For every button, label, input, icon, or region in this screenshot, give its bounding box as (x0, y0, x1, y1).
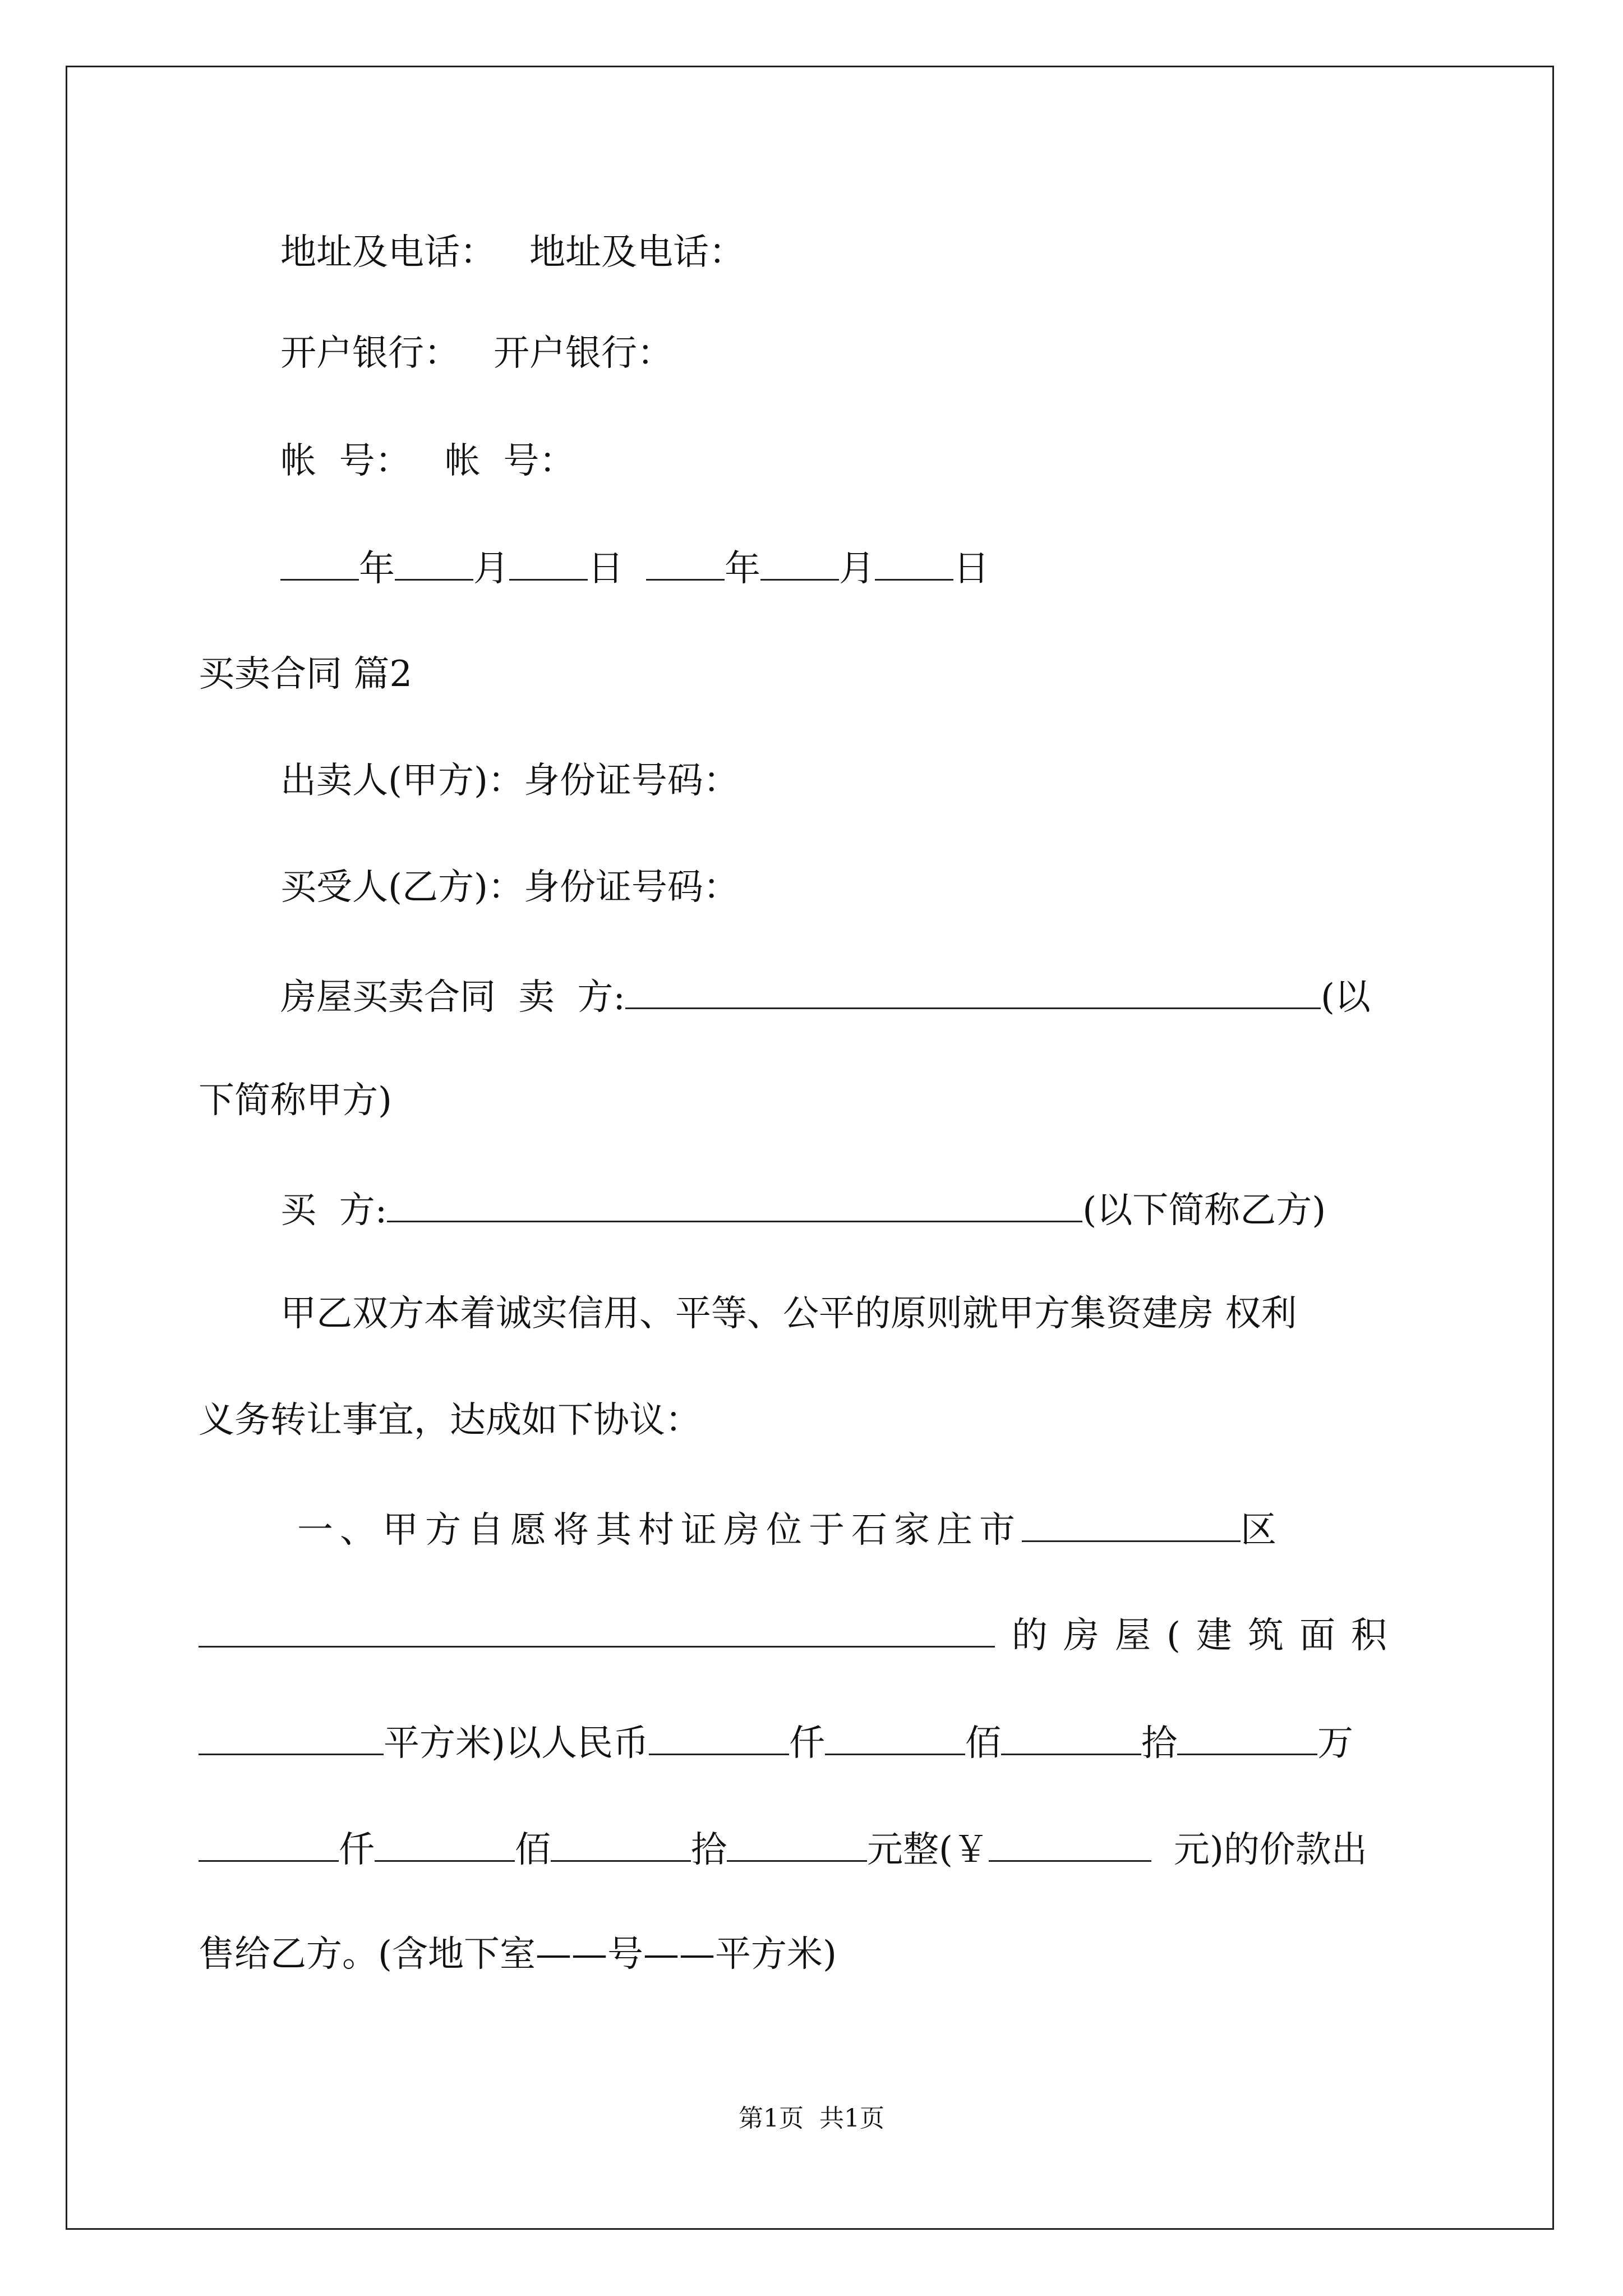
month-label: 月 (473, 548, 509, 590)
address-phone-line (280, 232, 745, 273)
day-blank (875, 549, 953, 581)
buyer-label: 买 方: (280, 1190, 388, 1231)
amount-blank (649, 1723, 789, 1755)
party-b-account-label: 帐 号： (444, 440, 575, 482)
paragraph-intro-line2: 义务转让事宜，达成如下协议： (199, 1400, 701, 1441)
section-heading: 买卖合同 篇2 (199, 654, 413, 695)
clause1-text: 一、甲方自愿将其村证房位于石家庄市 (297, 1510, 1022, 1551)
day-label: 日 (953, 548, 989, 590)
area-blank (199, 1723, 384, 1755)
unit-qian: 仟 (339, 1829, 375, 1871)
party-a-account-label: 帐 号： (280, 440, 411, 482)
area-text: 的房屋(建筑面积 (1012, 1615, 1403, 1657)
abbrev-open: (以 (1320, 977, 1371, 1018)
clause1-line2 (199, 1615, 1403, 1657)
district-label: 区 (1241, 1510, 1283, 1551)
unit-qian: 仟 (789, 1723, 825, 1764)
party-a-bank-label: 开户银行： (280, 333, 460, 374)
amount-blank (1001, 1723, 1141, 1755)
month-blank (395, 549, 473, 581)
yuan-zheng: 元整(￥ (867, 1829, 989, 1871)
party-b-address-label: 地址及电话： (529, 232, 745, 273)
amount-blank (825, 1723, 965, 1755)
buyer-line (280, 1190, 1326, 1231)
buyer-abbrev: (以下简称乙方) (1082, 1190, 1326, 1231)
house-seller-line (280, 977, 1371, 1018)
price-text: 元)的价款出 (1173, 1829, 1367, 1871)
account-line (280, 440, 575, 482)
unit-wan: 万 (1317, 1723, 1353, 1764)
seller-blank (625, 977, 1321, 1009)
page-border (66, 66, 1554, 2230)
address-blank (199, 1616, 995, 1648)
clause1-line3 (199, 1723, 1353, 1764)
yuan-blank (989, 1830, 1151, 1862)
paragraph-intro-line1: 甲乙双方本着诚实信用、平等、公平的原则就甲方集资建房 权利 (280, 1293, 1297, 1335)
unit-bai: 佰 (515, 1829, 551, 1871)
buyer-id-line: 买受人(乙方)：身份证号码： (280, 867, 739, 908)
clause1-line5: 售给乙方。(含地下室——号——平方米) (199, 1934, 837, 1975)
month-blank (760, 549, 839, 581)
unit-shi: 拾 (1141, 1723, 1177, 1764)
bank-line (280, 333, 673, 374)
seller-abbrev-line: 下简称甲方) (199, 1080, 392, 1121)
amount-blank (727, 1830, 867, 1862)
rmb-text: 平方米)以人民币 (384, 1723, 649, 1764)
party-b-bank-label: 开户银行： (494, 333, 673, 374)
month-label: 月 (839, 548, 875, 590)
year-blank (280, 549, 359, 581)
page-footer (0, 2098, 1623, 2134)
year-blank (646, 549, 725, 581)
amount-blank (199, 1830, 339, 1862)
unit-shi: 拾 (691, 1829, 727, 1871)
amount-blank (551, 1830, 691, 1862)
seller-label: 房屋买卖合同 卖 方: (280, 977, 625, 1018)
page-total: 共1页 (819, 2104, 884, 2133)
day-label: 日 (588, 548, 624, 590)
seller-id-line: 出卖人(甲方)：身份证号码： (280, 760, 739, 802)
date-line (280, 548, 989, 590)
buyer-blank (387, 1190, 1082, 1222)
page-number: 第1页 (739, 2104, 804, 2133)
district-blank (1022, 1510, 1241, 1542)
clause1-line4 (199, 1829, 1367, 1871)
year-label: 年 (725, 548, 760, 590)
party-a-address-label: 地址及电话： (280, 232, 496, 273)
unit-bai: 佰 (965, 1723, 1001, 1764)
amount-blank (375, 1830, 515, 1862)
year-label: 年 (359, 548, 395, 590)
clause1-line1 (297, 1510, 1283, 1551)
amount-blank (1177, 1723, 1317, 1755)
day-blank (509, 549, 588, 581)
